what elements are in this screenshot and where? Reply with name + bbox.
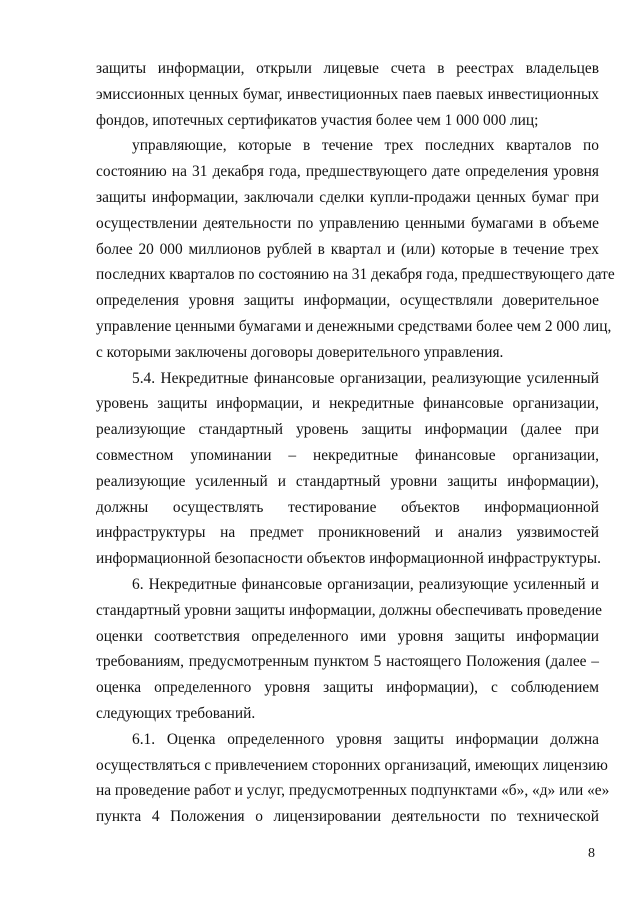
paragraph-3 <box>96 366 599 572</box>
text-line: информационной безопасности объектов информационной инфраструктуры. <box>96 550 601 568</box>
text-line: реализующие стандартный уровень защиты информации (далее при <box>96 421 599 439</box>
text-line: состоянию на 31 декабря года, предшествующего дате определения уровня <box>96 163 599 181</box>
paragraph-5 <box>96 727 610 830</box>
text-line: инфраструктуры на предмет проникновений и анализ уязвимостей <box>96 524 599 542</box>
text-line: оценка определенного уровня защиты информации), с соблюдением <box>96 679 599 697</box>
paragraph-4 <box>96 572 602 727</box>
text-line: оценки соответствия определенного ими уровня защиты информации <box>96 627 599 645</box>
text-line: пункта 4 Положения о лицензировании деятельности по технической <box>96 808 599 826</box>
text-line: управление ценными бумагами и денежными средствами более чем 2 000 лиц, <box>96 317 612 335</box>
text-line: управляющие, которые в течение трех последних кварталов по <box>132 137 599 155</box>
page-number: 8 <box>588 846 595 861</box>
text-line: определения уровня защиты информации, осуществляли доверительное <box>96 292 599 310</box>
text-line: требованиям, предусмотренным пунктом 5 настоящего Положения (далее – <box>96 653 599 671</box>
text-line: совместном упоминании – некредитные финансовые организации, <box>96 446 599 464</box>
text-line: 6.1. Оценка определенного уровня защиты информации должна <box>132 730 599 748</box>
text-line: 6. Некредитные финансовые организации, реализующие усиленный и <box>132 575 599 593</box>
text-line: защиты информации, заключали сделки купли-продажи ценных бумаг при <box>96 188 599 206</box>
text-line: стандартный уровни защиты информации, должны обеспечивать проведение <box>96 601 602 619</box>
text-line: должны осуществлять тестирование объектов информационной <box>96 498 599 516</box>
text-line: защиты информации, открыли лицевые счета в реестрах владельцев <box>96 60 599 77</box>
text-line: 5.4. Некредитные финансовые организации, реализующие усиленный <box>132 369 599 387</box>
text-line: фондов, ипотечных сертификатов участия более чем 1 000 000 лиц; <box>96 111 539 129</box>
text-line: реализующие усиленный и стандартный уровни защиты информации), <box>96 472 599 490</box>
document-body <box>96 56 615 830</box>
text-line: с которыми заключены договоры доверительного управления. <box>96 343 504 361</box>
text-line: на проведение работ и услуг, предусмотренных подпунктами «б», «д» или «е» <box>96 782 610 800</box>
paragraph-1 <box>96 56 599 133</box>
text-line: следующих требований. <box>96 704 256 722</box>
text-line: осуществлении деятельности по управлению ценными бумагами в объеме <box>96 214 599 232</box>
text-line: осуществляться с привлечением сторонних организаций, имеющих лицензию <box>96 756 608 774</box>
paragraph-2 <box>96 133 615 365</box>
text-line: уровень защиты информации, и некредитные финансовые организации, <box>96 395 599 413</box>
text-line: более 20 000 миллионов рублей в квартал и (или) которые в течение трех <box>96 240 599 258</box>
text-line: эмиссионных ценных бумаг, инвестиционных паев паевых инвестиционных <box>96 85 599 103</box>
text-line: последних кварталов по состоянию на 31 декабря года, предшествующего дате <box>96 266 615 284</box>
